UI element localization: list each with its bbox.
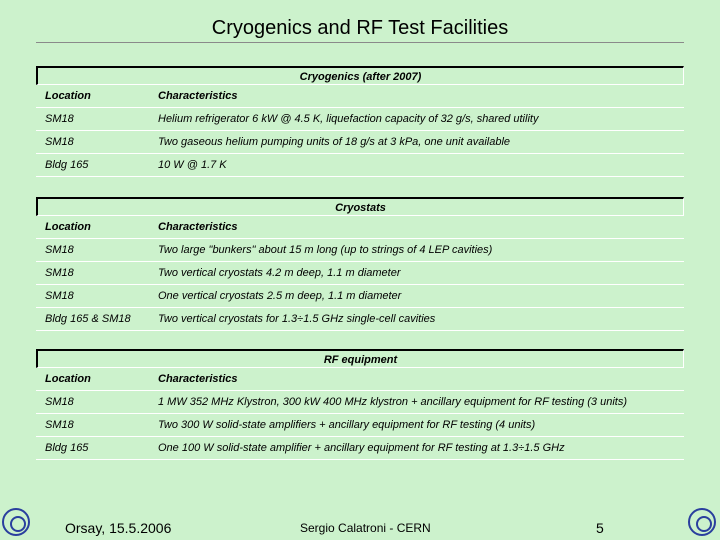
table-header-row	[36, 216, 684, 239]
cell-location: SM18	[45, 290, 74, 302]
column-header-characteristics: Characteristics	[158, 90, 238, 102]
footer-author: Sergio Calatroni - CERN	[300, 521, 431, 535]
table-row	[36, 285, 684, 308]
cell-characteristics: Two large "bunkers" about 15 m long (up to strings of 4 LEP cavities)	[158, 244, 493, 256]
cell-location: SM18	[45, 136, 74, 148]
cell-characteristics: Two vertical cryostats for 1.3÷1.5 GHz single-cell cavities	[158, 313, 436, 325]
cryogenics-section	[36, 66, 684, 177]
cell-location: Bldg 165	[45, 442, 89, 454]
cell-characteristics: 1 MW 352 MHz Klystron, 300 kW 400 MHz klystron + ancillary equipment for RF testing (3 units)	[158, 396, 627, 408]
table-row	[36, 239, 684, 262]
table-row	[36, 391, 684, 414]
column-header-characteristics: Characteristics	[158, 221, 238, 233]
column-header-location: Location	[45, 90, 91, 102]
cell-characteristics: One 100 W solid-state amplifier + ancillary equipment for RF testing at 1.3÷1.5 GHz	[158, 442, 565, 454]
table-row	[36, 154, 684, 177]
rf-equipment-section	[36, 349, 684, 460]
table-row	[36, 131, 684, 154]
slide-title: Cryogenics and RF Test Facilities	[211, 17, 509, 39]
table-row	[36, 414, 684, 437]
cern-logo-icon	[2, 508, 30, 536]
table-row	[36, 437, 684, 460]
cell-characteristics: Two gaseous helium pumping units of 18 g/s at 3 kPa, one unit available	[158, 136, 511, 148]
section-heading: Cryogenics (after 2007)	[36, 66, 684, 85]
cell-location: Bldg 165	[45, 159, 89, 171]
cell-characteristics: Helium refrigerator 6 kW @ 4.5 K, liquefaction capacity of 32 g/s, shared utility	[158, 113, 539, 125]
column-header-location: Location	[45, 373, 91, 385]
section-heading: RF equipment	[36, 349, 684, 368]
cell-characteristics: Two 300 W solid-state amplifiers + ancillary equipment for RF testing (4 units)	[158, 419, 536, 431]
cell-location: SM18	[45, 244, 74, 256]
table-row	[36, 108, 684, 131]
cell-location: Bldg 165 & SM18	[45, 313, 131, 325]
cell-location: SM18	[45, 267, 74, 279]
table-row	[36, 262, 684, 285]
cell-characteristics: 10 W @ 1.7 K	[158, 159, 227, 171]
section-heading: Cryostats	[36, 197, 684, 216]
column-header-characteristics: Characteristics	[158, 373, 238, 385]
title-divider	[36, 42, 684, 43]
cell-characteristics: One vertical cryostats 2.5 m deep, 1.1 m diameter	[158, 290, 402, 302]
cryostats-section	[36, 197, 684, 331]
page-number: 5	[596, 520, 604, 536]
cell-location: SM18	[45, 113, 74, 125]
cell-characteristics: Two vertical cryostats 4.2 m deep, 1.1 m diameter	[158, 267, 401, 279]
table-header-row	[36, 85, 684, 108]
cern-logo-icon	[688, 508, 716, 536]
cell-location: SM18	[45, 419, 74, 431]
footer-place-date: Orsay, 15.5.2006	[65, 520, 172, 536]
table-header-row	[36, 368, 684, 391]
column-header-location: Location	[45, 221, 91, 233]
table-row	[36, 308, 684, 331]
cell-location: SM18	[45, 396, 74, 408]
